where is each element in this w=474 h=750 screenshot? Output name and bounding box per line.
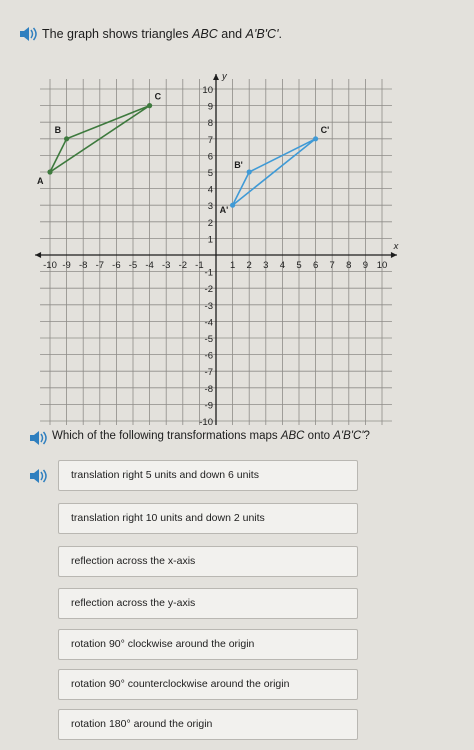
answer-choice-7[interactable]: rotation 180° around the origin [58,709,358,740]
y-tick-label: 4 [207,184,213,196]
x-tick-label: -1 [195,260,204,271]
answer-choice-5[interactable]: rotation 90° clockwise around the origin [58,629,358,660]
vertex-label: B [54,124,62,135]
y-tick-label: 6 [207,151,213,163]
y-tick-label: -2 [204,284,213,296]
vertex-a [47,169,52,174]
x-tick-label: 6 [312,260,319,271]
y-tick-label: 1 [207,234,213,246]
coordinate-graph [0,55,410,425]
answer-choice-2[interactable]: translation right 10 units and down 2 units [58,503,358,534]
x-tick-label: 9 [362,260,369,271]
vertex-label: C' [320,124,330,135]
question-prompt: Which of the following transformations maps ABC onto A'B'C'? [52,430,370,442]
answer-choice-6[interactable]: rotation 90° counterclockwise around the origin [58,669,358,700]
vertex-label: B' [234,160,243,170]
y-tick-label: -9 [204,400,213,412]
x-tick-label: -3 [161,260,171,271]
answer-choice-1[interactable]: translation right 5 units and down 6 units [58,460,358,491]
answer-choice-4[interactable]: reflection across the y-axis [58,588,358,619]
y-axis-label: y [222,71,227,83]
vertex-b-prime [247,169,252,174]
y-tick-label: -10 [199,417,213,425]
vertex-label: A' [219,205,229,216]
y-tick-label: -3 [204,300,213,312]
y-tick-label: 8 [207,118,213,130]
vertex-b [64,136,69,141]
y-tick-label: 2 [207,217,213,229]
speaker-icon-choices[interactable] [28,468,48,484]
y-tick-label: -6 [204,350,213,362]
x-tick-label: -9 [62,260,71,271]
y-tick-label: 5 [207,168,213,179]
x-tick-label: 3 [263,260,269,271]
x-axis-arrow-icon [35,252,41,258]
y-tick-label: -4 [204,317,213,329]
x-tick-label: -8 [78,260,88,271]
y-tick-label: 10 [202,85,213,96]
y-tick-label: -5 [204,334,213,345]
y-axis-arrow-icon [213,74,219,80]
y-tick-label: 3 [207,201,213,213]
x-axis-label: x [393,241,399,252]
question-intro: The graph shows triangles ABC and A'B'C'. [42,27,282,41]
y-tick-label: 7 [207,134,213,146]
y-tick-label: -1 [204,267,213,279]
vertex-c [147,103,152,108]
x-axis-arrow-icon [391,252,397,258]
x-tick-label: -6 [112,260,121,271]
y-tick-label: -7 [204,367,213,379]
x-tick-label: -5 [128,260,138,271]
speaker-icon-prompt[interactable] [28,430,48,446]
y-tick-label: 9 [207,101,213,113]
x-tick-label: 10 [376,260,388,271]
vertex-c-prime [313,136,318,141]
vertex-label: C [154,91,162,102]
x-tick-label: 5 [296,260,302,271]
x-tick-label: -4 [145,260,154,271]
x-tick-label: 4 [279,260,286,271]
answer-choice-3[interactable]: reflection across the x-axis [58,546,358,577]
x-tick-label: 7 [329,260,335,271]
x-tick-label: -2 [178,260,188,271]
x-tick-label: -7 [95,260,105,271]
vertex-a-prime [230,203,235,208]
x-tick-label: 8 [346,260,352,271]
x-tick-label: 1 [229,260,236,271]
speaker-icon-intro[interactable] [18,26,38,42]
y-tick-label: -8 [204,383,213,395]
x-tick-label: -10 [43,260,57,271]
x-tick-label: 2 [246,260,252,271]
vertex-label: A [37,176,44,186]
